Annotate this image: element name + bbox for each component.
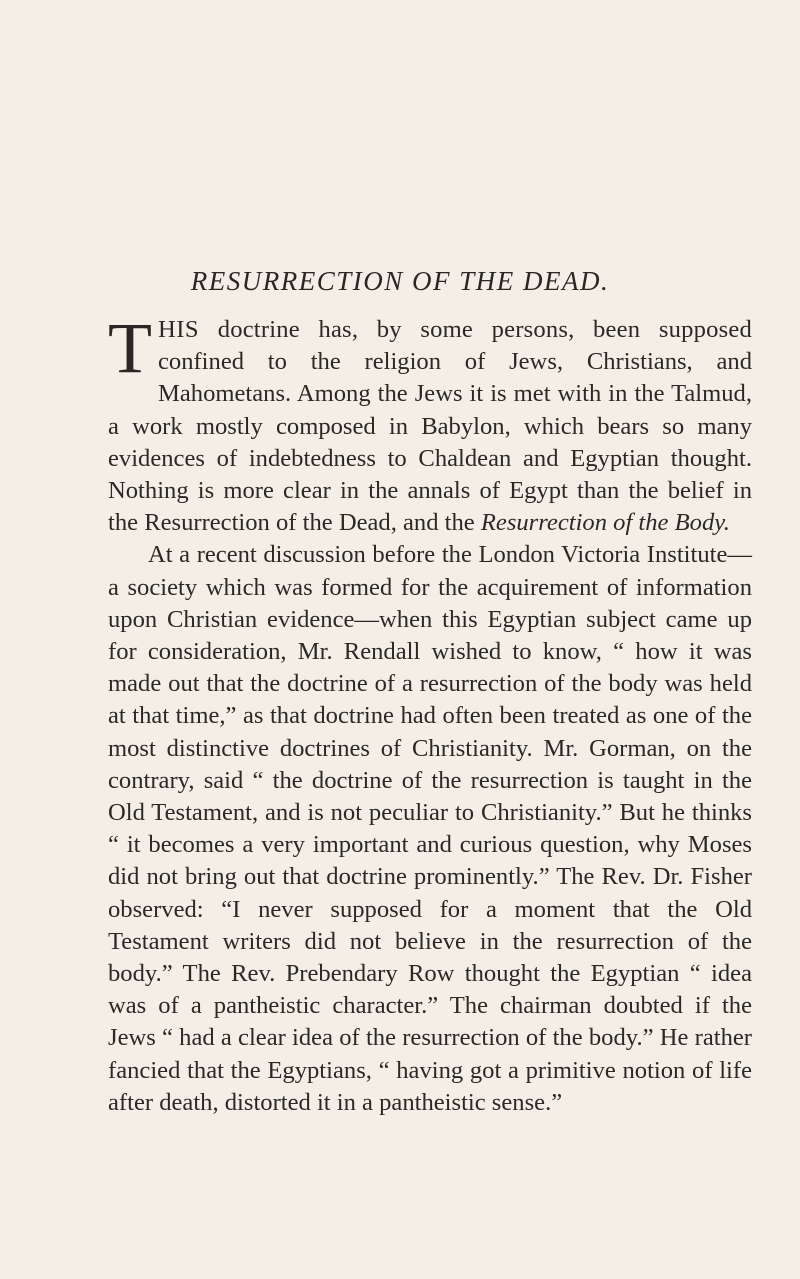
paragraph-2: At a recent discussion before the London Victoria Institute—a society which was formed for the acquirement of information upon Christian evidence—when this Egyptian subject came up for consideration, Mr. Rendall wished to know, “ how it was made out that the doctrine of a resurrection of the body was held at that time,” as that doctrine had often been treated as one of the most distinctive doctrines of Christianity. Mr. Gorman, on the contrary, said “ the doctrine of the resurrection is taught in the Old Testament, and is not peculiar to Christianity.” But he thinks “ it becomes a very important and curious question, why Moses did not bring out that doctrine prominently.” The Rev. Dr. Fisher observed: “I never supposed for a moment that the Old Testament writers did not believe in the resurrection of the body.” The Rev. Prebendary Row thought the Egyptian “ idea was of a pantheistic character.” The chairman doubted if the Jews “ had a clear idea of the resurrection of the body.” He rather fancied that the Egyptians, “ having got a primitive notion of life after death, distorted it in a pantheistic sense.” [108, 541, 752, 1116]
chapter-heading: RESURRECTION OF THE DEAD. [190, 266, 610, 296]
drop-cap: T [108, 308, 152, 388]
paragraph-1 [108, 308, 752, 539]
paragraph-1-text: doctrine has, by some persons, been supposed confined to the religion of Jews, Christians, and Mahometans. Among the Jews it is met with in the Talmud, a work mostly composed in Babylon, which bears so many evidences of indebtedness to Chaldean and Egyptian thought. Nothing is more clear in the annals of Egypt than the belief in the Resurrection of the Dead, and the [108, 316, 752, 537]
body-text [108, 308, 752, 1119]
lead-caps: HIS [157, 316, 200, 343]
italic-phrase: Resurrection of the Body. [480, 509, 730, 537]
